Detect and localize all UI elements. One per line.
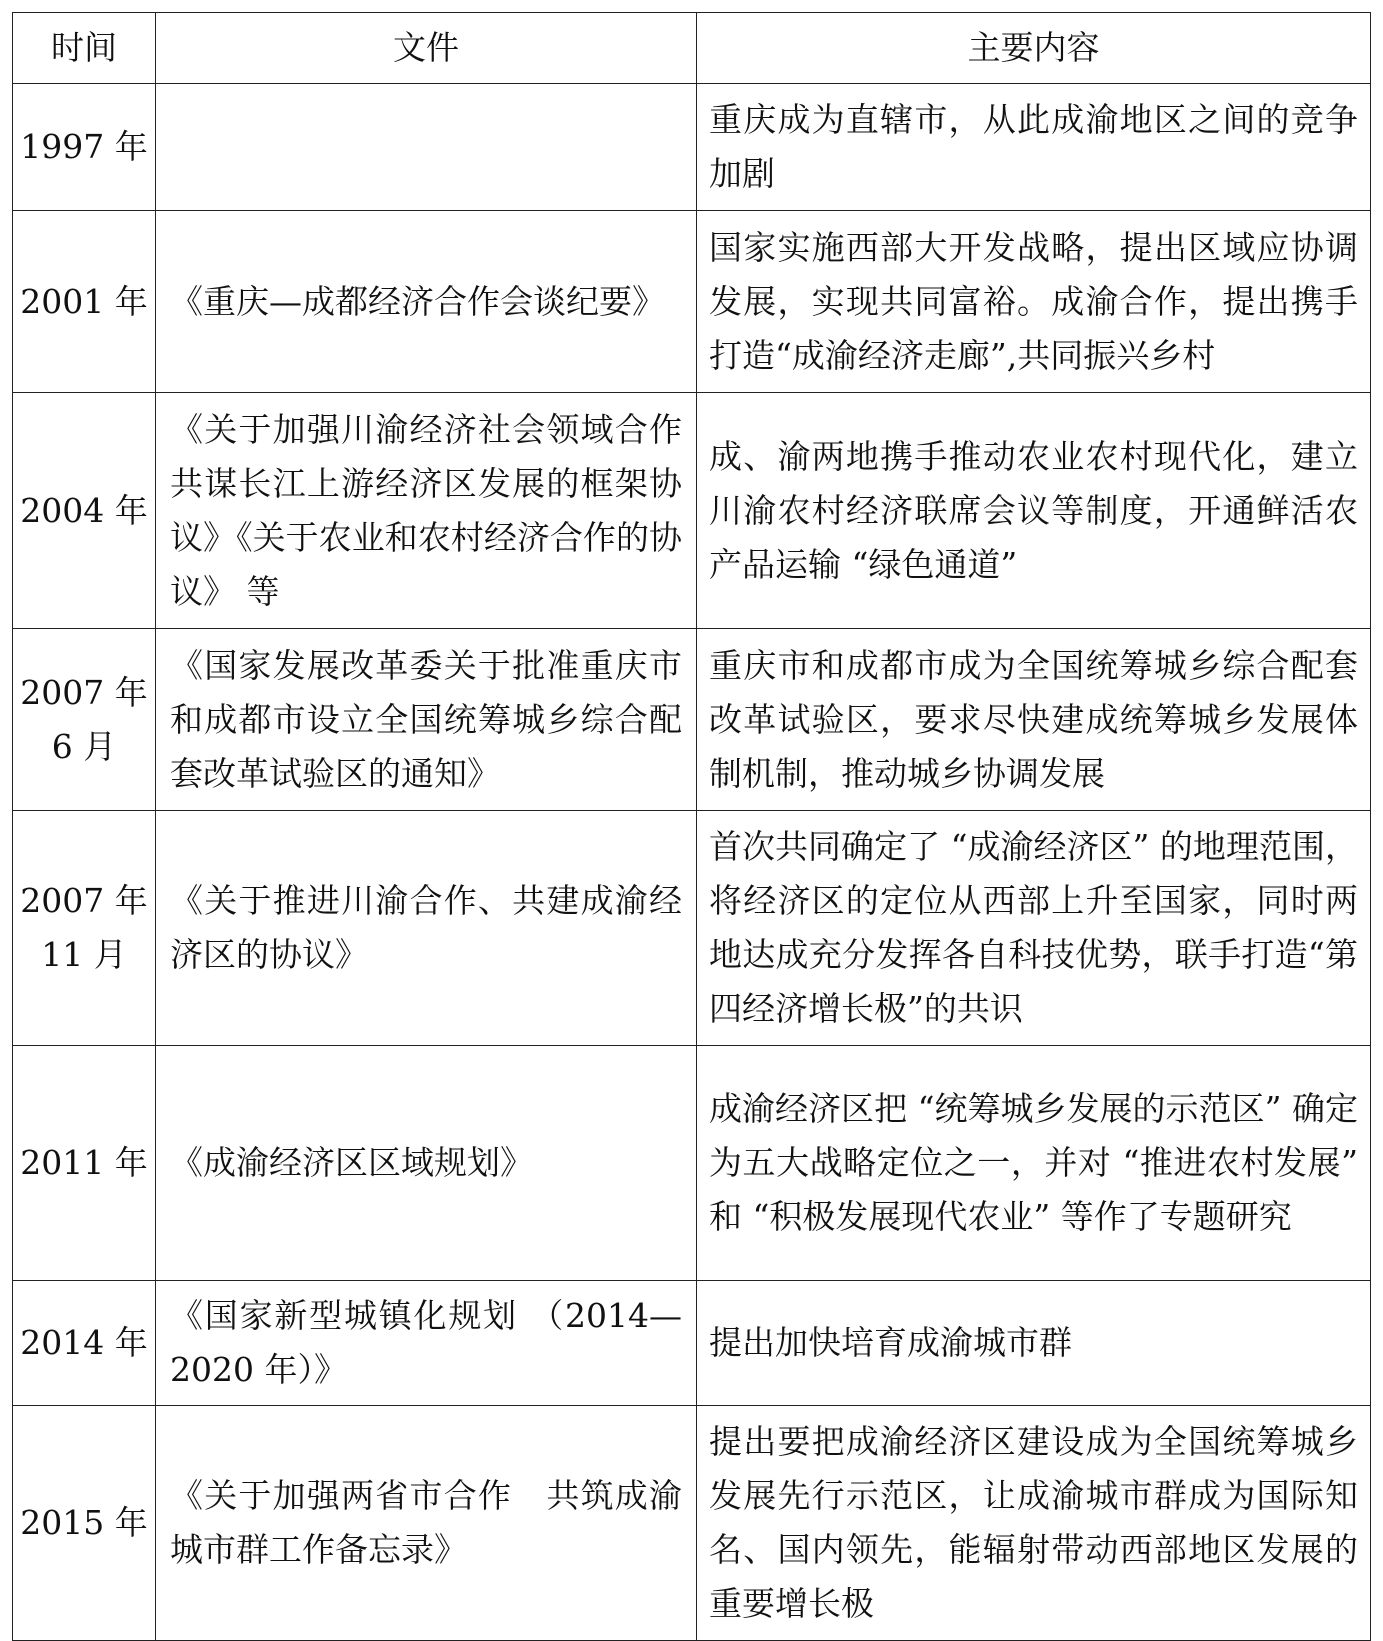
table-row <box>13 211 1371 393</box>
table-row <box>13 1406 1371 1641</box>
policy-timeline-table <box>12 12 1371 1641</box>
time-cell: 2001 年 <box>13 211 156 393</box>
content-cell: 重庆成为直辖市，从此成渝地区之间的竞争加剧 <box>697 84 1371 211</box>
table-row <box>13 84 1371 211</box>
table-row <box>13 1281 1371 1406</box>
content-cell: 提出加快培育成渝城市群 <box>697 1281 1371 1406</box>
table-row <box>13 811 1371 1046</box>
content-cell: 首次共同确定了 “成渝经济区” 的地理范围，将经济区的定位从西部上升至国家，同时两地达成充分发挥各自科技优势，联手打造“第四经济增长极”的共识 <box>697 811 1371 1046</box>
time-cell: 1997 年 <box>13 84 156 211</box>
time-cell: 2015 年 <box>13 1406 156 1641</box>
time-cell: 2007 年 11 月 <box>13 811 156 1046</box>
header-row <box>13 13 1371 84</box>
content-cell: 成渝经济区把 “统筹城乡发展的示范区” 确定为五大战略定位之一，并对 “推进农村发展” 和 “积极发展现代农业” 等作了专题研究 <box>697 1046 1371 1281</box>
document-cell: 《国家新型城镇化规划 （2014—2020 年）》 <box>156 1281 697 1406</box>
time-cell: 2014 年 <box>13 1281 156 1406</box>
content-cell: 重庆市和成都市成为全国统筹城乡综合配套改革试验区，要求尽快建成统筹城乡发展体制机制，推动城乡协调发展 <box>697 629 1371 811</box>
document-cell: 《重庆—成都经济合作会谈纪要》 <box>156 211 697 393</box>
table-row <box>13 1046 1371 1281</box>
time-cell: 2011 年 <box>13 1046 156 1281</box>
header-content: 主要内容 <box>697 13 1371 84</box>
header-time: 时间 <box>13 13 156 84</box>
header-document: 文件 <box>156 13 697 84</box>
document-cell: 《国家发展改革委关于批准重庆市和成都市设立全国统筹城乡综合配套改革试验区的通知》 <box>156 629 697 811</box>
document-cell: 《成渝经济区区域规划》 <box>156 1046 697 1281</box>
content-cell: 提出要把成渝经济区建设成为全国统筹城乡发展先行示范区，让成渝城市群成为国际知名、国内领先，能辐射带动西部地区发展的重要增长极 <box>697 1406 1371 1641</box>
document-cell: 《关于加强川渝经济社会领域合作共谋长江上游经济区发展的框架协议》《关于农业和农村经济合作的协议》 等 <box>156 393 697 629</box>
table-row <box>13 629 1371 811</box>
document-cell <box>156 84 697 211</box>
content-cell: 国家实施西部大开发战略，提出区域应协调发展，实现共同富裕。成渝合作，提出携手打造“成渝经济走廊”,共同振兴乡村 <box>697 211 1371 393</box>
table-row <box>13 393 1371 629</box>
content-cell: 成、渝两地携手推动农业农村现代化，建立川渝农村经济联席会议等制度，开通鲜活农产品运输 “绿色通道” <box>697 393 1371 629</box>
time-cell: 2004 年 <box>13 393 156 629</box>
time-cell: 2007 年 6 月 <box>13 629 156 811</box>
document-cell: 《关于加强两省市合作 共筑成渝城市群工作备忘录》 <box>156 1406 697 1641</box>
document-cell: 《关于推进川渝合作、共建成渝经济区的协议》 <box>156 811 697 1046</box>
